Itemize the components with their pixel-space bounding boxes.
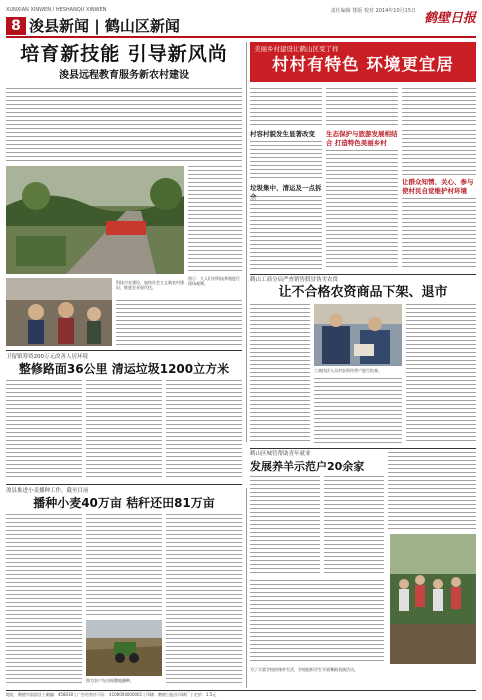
article2-body-2 (326, 88, 398, 128)
article2-body-3 (402, 88, 476, 128)
article2-subhead4: 让群众知情、关心、参与 使村民自觉维护村环境 (402, 178, 474, 195)
article4-body-1 (250, 304, 310, 444)
divider-right-1 (250, 274, 476, 275)
article1-body (6, 88, 242, 164)
article5-body-3 (166, 514, 242, 686)
article5-caption: 图为农户在田间整地播种。 (86, 678, 134, 683)
article2-kicker: 美丽乡村建设让鹤山区变了样 (254, 45, 339, 53)
article1-subtitle: 浚县远程教育服务新农村建设 (59, 70, 189, 81)
article2-body-6 (250, 196, 322, 270)
newspaper-logo: 鹤壁日报 (423, 11, 476, 26)
article2-subhead2: 垃圾集中、清运及一点拆 (250, 184, 322, 192)
article4-caption: 工商执法人员对农资经营户进行检查。 (314, 368, 382, 373)
article5-kicker: 浚县推进小麦播种工作，截至目前 (6, 488, 89, 494)
topline-left: XUNXIAN XINWEN / HESHANQU XINWEN (6, 7, 107, 13)
page-number: 8 (6, 17, 26, 35)
article2-body-5 (326, 150, 398, 270)
article3-body-3 (166, 380, 242, 480)
article6-kicker: 鹤山区城管帮助青年就业 (250, 451, 311, 457)
topline-right: 责任编辑 排版 校对 2014年10月15日 (330, 8, 416, 14)
masthead-rule (6, 36, 476, 38)
article6-body-1 (250, 476, 320, 576)
article5-body-2 (86, 514, 162, 616)
divider-right-2 (250, 448, 476, 449)
article6-body-3 (388, 452, 476, 532)
article5-photo (86, 620, 162, 676)
divider-left-2 (6, 484, 242, 485)
divider-left-1 (6, 350, 242, 351)
article1-photo2 (6, 278, 112, 346)
article3-body-2 (86, 380, 162, 480)
article2-title: 村村有特色 环境更宜居 (272, 55, 454, 74)
article2-subhead3: 生态保护与旅游发展相结合 打造特色美丽乡村 (326, 130, 398, 147)
masthead-topline (6, 6, 476, 15)
article1-body-3 (116, 300, 242, 346)
article4-body-3 (314, 378, 402, 444)
article5-title: 播种小麦40万亩 秸秆还田81万亩 (33, 496, 215, 510)
article2-subhead1: 村容村貌发生显著改变 (250, 130, 315, 138)
article2-body-7 (402, 130, 476, 176)
article6-caption: 为了丰富学校的课外生活，学校组织学生开展舞蹈表演活动。 (250, 667, 358, 672)
article1-caption2: 科技兴农建设，加快社会主义新农村建设，推进农业现代化。 (116, 280, 184, 290)
article2-body-1 (250, 88, 322, 128)
article2-body-8 (402, 198, 476, 270)
column-divider-2 (246, 488, 247, 688)
masthead (6, 6, 476, 36)
article3-kicker: 卫留镇筹资200万元改善人居环境 (6, 354, 88, 360)
article6-body-4 (250, 580, 384, 664)
article1-photo (6, 166, 184, 274)
section-title: 浚县新闻 | 鹤山区新闻 (29, 17, 180, 35)
article1-caption1: 图①：大人们对科技养殖进行现场观摩。 (188, 276, 240, 286)
article3-body-1 (6, 380, 82, 480)
article4-photo (314, 304, 402, 366)
article6-body-2 (324, 476, 384, 576)
article2-body-4 (250, 141, 322, 181)
article4-body-2 (406, 304, 476, 444)
page-footer: 地址：鹤壁市淇滨区 | 邮编：458030 | 广告经营许可证：4106004000001 | 印刷：鹤壁日报社印刷厂 | 定价：1.5元 (6, 690, 476, 698)
article6-photo (390, 534, 476, 664)
article1-title: 培育新技能 引导新风尚 (20, 43, 228, 65)
article3-title: 整修路面36公里 清运垃圾1200立方米 (18, 362, 230, 376)
column-divider (246, 42, 247, 442)
article5-body-1 (6, 514, 82, 686)
article1-body-2 (188, 166, 242, 274)
article4-kicker: 鹤山工商分局严查销售假冒伪劣农资 (250, 277, 339, 283)
article6-title: 发展养羊示范户20余家 (250, 460, 365, 473)
article4-title: 让不合格农资商品下架、退市 (278, 285, 448, 300)
